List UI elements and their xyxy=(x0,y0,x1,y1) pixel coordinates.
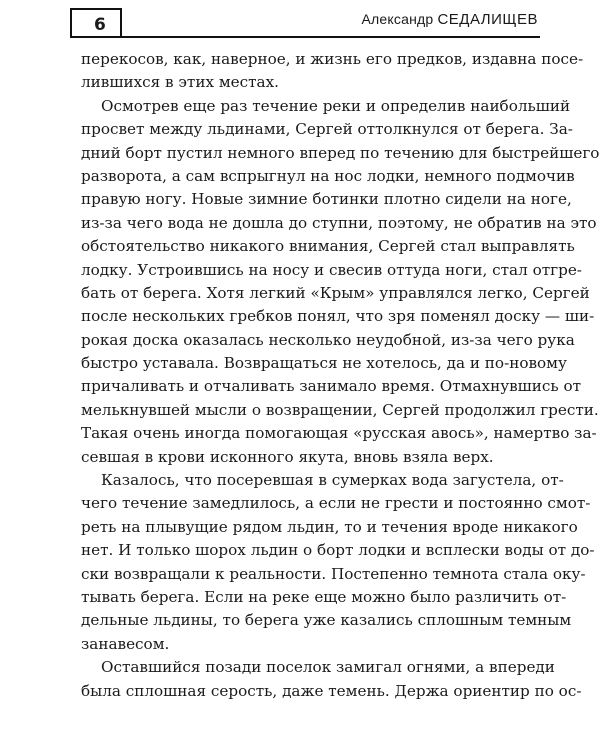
text-line: просвет между льдинами, Сергей оттолкнулся от берега. За- xyxy=(81,120,573,139)
text-line: дний борт пустил немного вперед по течению для быстрейшего xyxy=(81,143,600,162)
text-line: из-за чего вода не дошла до ступни, поэтому, не обратив на это xyxy=(81,213,597,232)
text-line: дельные льдины, то берега уже казались сплошным темным xyxy=(81,611,572,630)
text-line: Осмотрев еще раз течение реки и определив наибольший xyxy=(101,96,571,115)
text-line: реть на плывущие рядом льдин, то и течения вроде никакого xyxy=(81,517,578,536)
page-number-box xyxy=(70,8,122,38)
text-line: перекосов, как, наверное, и жизнь его предков, издавна посе- xyxy=(81,50,584,68)
text-line: быстро уставала. Возвращаться не хотелось, да и по-новому xyxy=(81,354,567,373)
text-line: рокая доска оказалась несколько неудобной, из-за чего рука xyxy=(81,330,575,349)
text-line: занавесом. xyxy=(81,634,170,653)
text-line: Казалось, что посеревшая в сумерках вода загустела, от- xyxy=(101,471,564,490)
text-line: обстоятельство никакого внимания, Сергей стал выправлять xyxy=(81,237,575,256)
text-line: лодку. Устроившись на носу и свесив оттуда ноги, стал отгре- xyxy=(81,260,582,279)
page-number: 6 xyxy=(94,15,106,35)
text-line: чего течение замедлилось, а если не грести и постоянно смот- xyxy=(81,494,591,513)
author-first-name: Александр xyxy=(361,11,434,27)
text-line: правую ногу. Новые зимние ботинки плотно сидели на ноге, xyxy=(81,190,572,209)
body-text xyxy=(81,48,600,703)
text-line: Оставшийся позади поселок замигал огнями, а впереди xyxy=(101,658,555,677)
text-line: ски возвращали к реальности. Постепенно темнота стала оку- xyxy=(81,564,586,583)
page-header xyxy=(70,8,540,40)
text-line: лившихся в этих местах. xyxy=(81,73,280,92)
header-rule xyxy=(120,36,540,38)
text-line: нет. И только шорох льдин о борт лодки и всплески воды от до- xyxy=(81,541,595,560)
text-line: Такая очень иногда помогающая «русская авось», намертво за- xyxy=(81,424,597,443)
author-last-name: СЕДАЛИЩЕВ xyxy=(437,11,538,28)
text-line: мелькнувшей мысли о возвращении, Сергей продолжил грести. xyxy=(81,400,599,419)
text-line: тывать берега. Если на реке еще можно было различить от- xyxy=(81,587,567,606)
text-line: разворота, а сам вспрыгнул на нос лодки, немного подмочив xyxy=(81,166,575,185)
text-line: причаливать и отчаливать занимало время. Отмахнувшись от xyxy=(81,377,582,396)
running-head-author xyxy=(362,11,538,28)
text-line: севшая в крови исконного якута, вновь взяла верх. xyxy=(81,447,494,466)
text-line: бать от берега. Хотя легкий «Крым» управлялся легко, Сергей xyxy=(81,283,590,302)
text-line: после нескольких гребков понял, что зря поменял доску — ши- xyxy=(81,307,595,326)
text-line: была сплошная серость, даже темень. Держа ориентир по ос- xyxy=(81,681,582,700)
